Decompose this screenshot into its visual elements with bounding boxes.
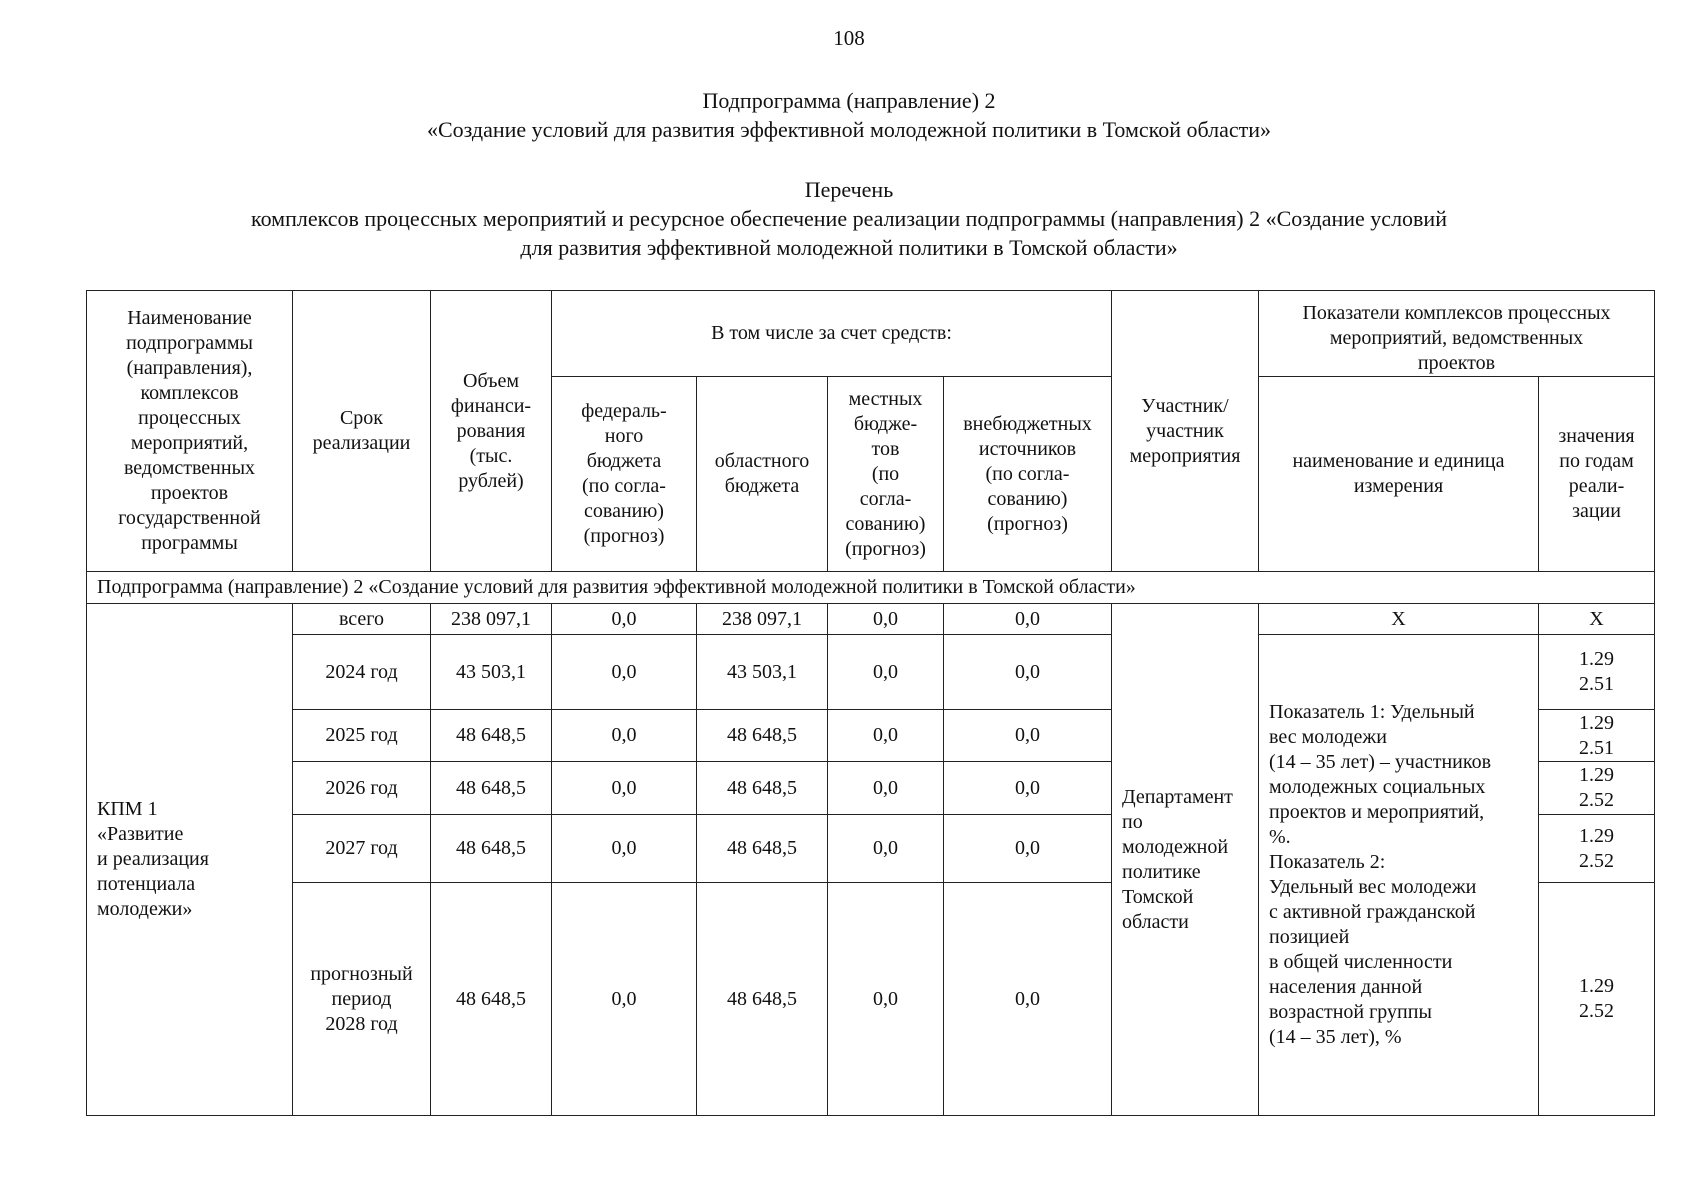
row-period: 2024 год <box>293 635 431 710</box>
row-values: 1.29 2.51 <box>1539 635 1655 710</box>
participant-cell: Департамент по молодежной политике Томской области <box>1112 604 1259 1116</box>
header-indicator-values: значения по годам реали- зации <box>1539 377 1655 572</box>
header-name: Наименование подпрограммы (направления), комплексов процессных мероприятий, ведомственных проектов государственной программы <box>87 291 293 572</box>
header-row-1 <box>87 291 1655 377</box>
row-regional: 48 648,5 <box>697 710 828 762</box>
header-volume: Объем финанси- рования (тыс. рублей) <box>431 291 552 572</box>
row-period: 2025 год <box>293 710 431 762</box>
row-federal: 0,0 <box>552 635 697 710</box>
row-local: 0,0 <box>828 762 944 815</box>
total-federal: 0,0 <box>552 604 697 635</box>
header-extrabudget: внебюджетных источников (по согла- сованию) (прогноз) <box>944 377 1112 572</box>
total-local: 0,0 <box>828 604 944 635</box>
row-volume: 48 648,5 <box>431 710 552 762</box>
section-row <box>87 572 1655 604</box>
title-line-1: Подпрограмма (направление) 2 <box>702 88 996 113</box>
row-values: 1.29 2.52 <box>1539 883 1655 1116</box>
table-row <box>87 635 1655 710</box>
indicator-description: Показатель 1: Удельный вес молодежи (14 – 35 лет) – участников молодежных социальных проектов и мероприятий, %. Показатель 2: Удельный вес молодежи с активной гражданской позицией в общей численности населения данной возрастной группы (14 – 35 лет), % <box>1259 635 1539 1116</box>
subtitle-line-2: комплексов процессных мероприятий и ресурсное обеспечение реализации подпрограммы (направления) 2 «Создание условий <box>251 206 1447 231</box>
row-federal: 0,0 <box>552 710 697 762</box>
row-local: 0,0 <box>828 815 944 883</box>
row-period: 2026 год <box>293 762 431 815</box>
kpm-name: КПМ 1 «Развитие и реализация потенциала молодежи» <box>87 604 293 1116</box>
header-indicators: Показатели комплексов процессных мероприятий, ведомственных проектов <box>1259 291 1655 377</box>
header-federal: федераль- ного бюджета (по согла- сованию) (прогноз) <box>552 377 697 572</box>
row-extrabudget: 0,0 <box>944 883 1112 1116</box>
row-local: 0,0 <box>828 883 944 1116</box>
row-volume: 43 503,1 <box>431 635 552 710</box>
header-participant: Участник/ участник мероприятия <box>1112 291 1259 572</box>
header-indicator-name: наименование и единица измерения <box>1259 377 1539 572</box>
header-local: местных бюдже- тов (по согла- сованию) (прогноз) <box>828 377 944 572</box>
subtitle-line-1: Перечень <box>804 177 894 202</box>
row-extrabudget: 0,0 <box>944 815 1112 883</box>
header-including: В том числе за счет средств: <box>552 291 1112 377</box>
row-extrabudget: 0,0 <box>944 762 1112 815</box>
row-volume: 48 648,5 <box>431 815 552 883</box>
document-subtitle <box>0 175 1698 262</box>
row-local: 0,0 <box>828 710 944 762</box>
row-extrabudget: 0,0 <box>944 635 1112 710</box>
row-regional: 48 648,5 <box>697 815 828 883</box>
row-regional: 48 648,5 <box>697 883 828 1116</box>
row-federal: 0,0 <box>552 762 697 815</box>
total-row <box>87 604 1655 635</box>
page-number: 108 <box>833 26 865 50</box>
document-title <box>0 86 1698 144</box>
section-title: Подпрограмма (направление) 2 «Создание условий для развития эффективной молодежной политики в Томской области» <box>87 572 1655 604</box>
total-extrabudget: 0,0 <box>944 604 1112 635</box>
total-indicator-name: Х <box>1259 604 1539 635</box>
row-period: прогнозный период 2028 год <box>293 883 431 1116</box>
row-federal: 0,0 <box>552 815 697 883</box>
header-period: Срок реализации <box>293 291 431 572</box>
program-table <box>86 290 1655 1116</box>
row-volume: 48 648,5 <box>431 762 552 815</box>
total-regional: 238 097,1 <box>697 604 828 635</box>
row-values: 1.29 2.52 <box>1539 762 1655 815</box>
row-values: 1.29 2.51 <box>1539 710 1655 762</box>
row-period: 2027 год <box>293 815 431 883</box>
row-local: 0,0 <box>828 635 944 710</box>
total-period: всего <box>293 604 431 635</box>
total-volume: 238 097,1 <box>431 604 552 635</box>
header-regional: областного бюджета <box>697 377 828 572</box>
subtitle-line-3: для развития эффективной молодежной политики в Томской области» <box>520 235 1178 260</box>
total-indicator-values: Х <box>1539 604 1655 635</box>
row-federal: 0,0 <box>552 883 697 1116</box>
title-line-2: «Создание условий для развития эффективной молодежной политики в Томской области» <box>426 117 1272 142</box>
row-regional: 43 503,1 <box>697 635 828 710</box>
row-regional: 48 648,5 <box>697 762 828 815</box>
row-volume: 48 648,5 <box>431 883 552 1116</box>
row-extrabudget: 0,0 <box>944 710 1112 762</box>
row-values: 1.29 2.52 <box>1539 815 1655 883</box>
